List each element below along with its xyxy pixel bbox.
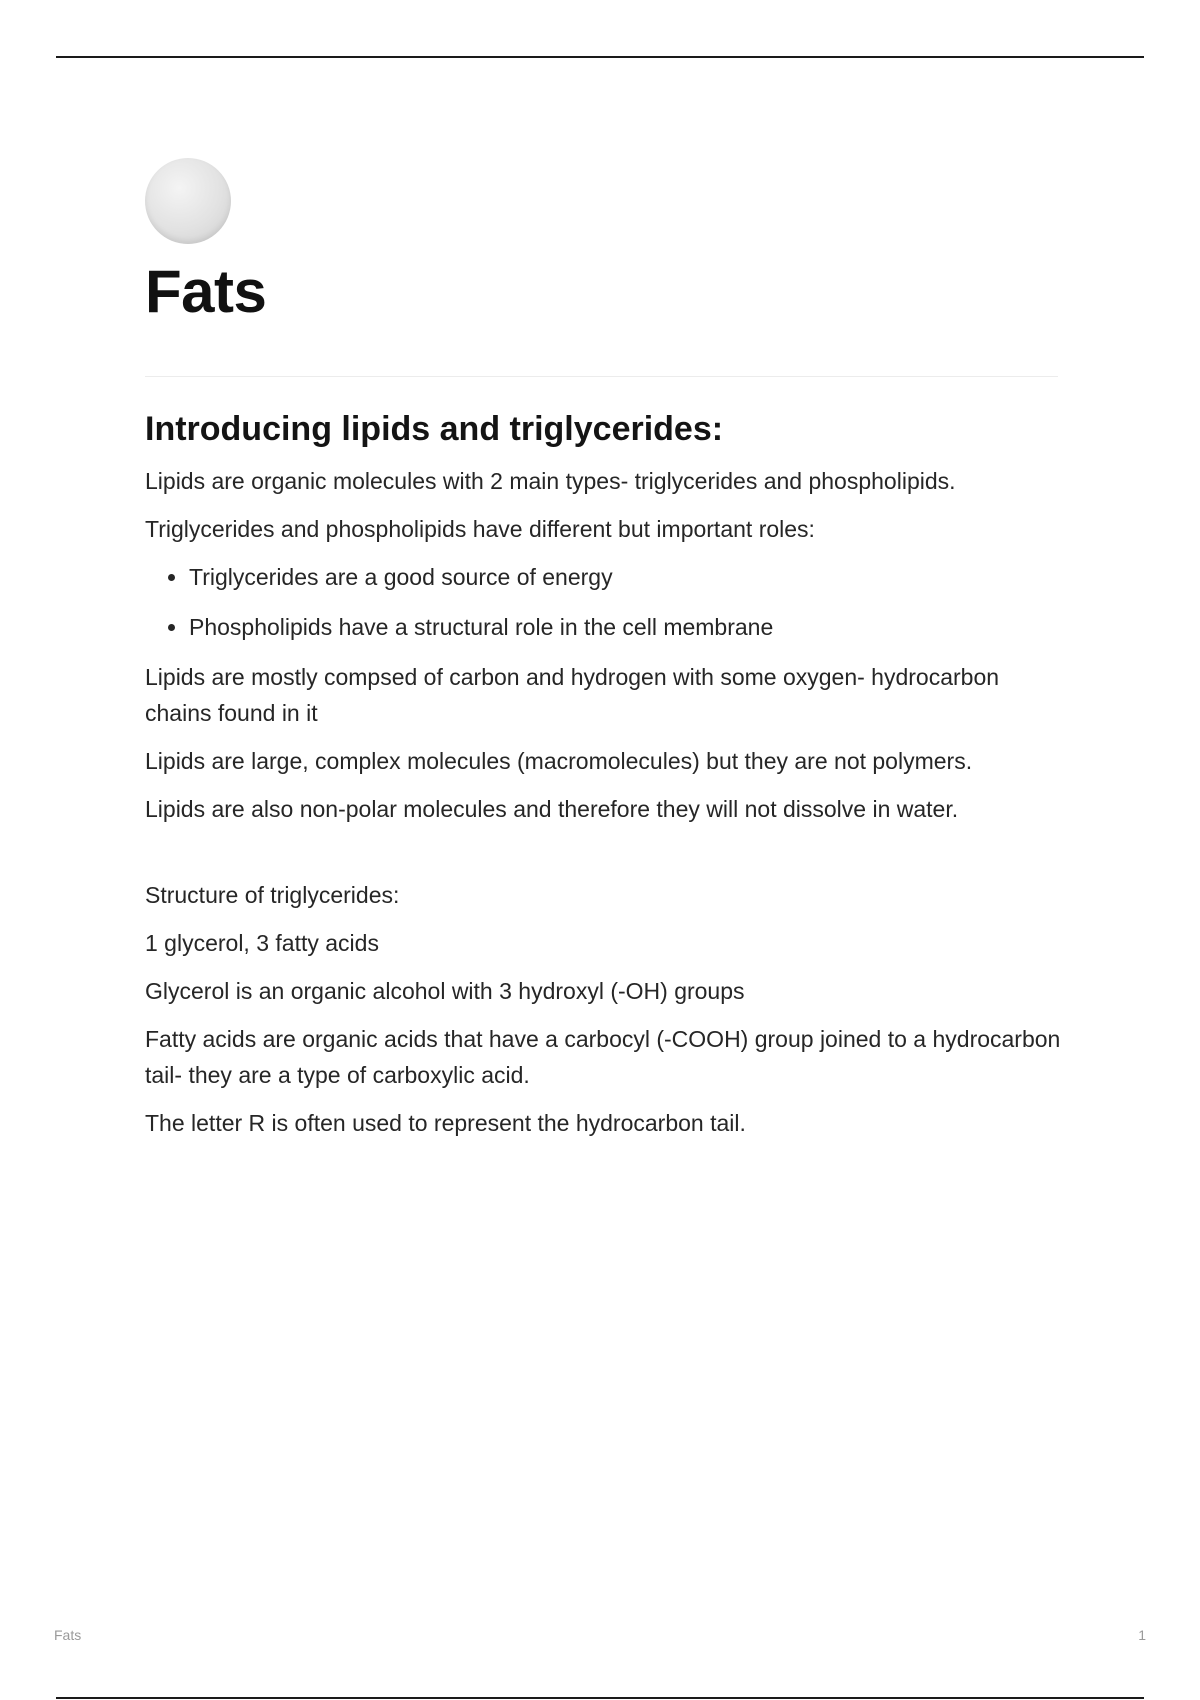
page-icon: [145, 158, 231, 244]
bottom-rule: [56, 1697, 1144, 1699]
paragraph-lipid-types: Lipids are organic molecules with 2 main types- triglycerides and phospholipids.: [145, 468, 956, 494]
paragraph-macromolecules: Lipids are large, complex molecules (macromolecules) but they are not polymers.: [145, 748, 973, 774]
paragraph-r-group: The letter R is often used to represent the hydrocarbon tail.: [145, 1110, 746, 1136]
footer-document-title: Fats: [54, 1627, 82, 1643]
document-body: [145, 158, 1065, 1153]
top-rule: [56, 56, 1144, 58]
section-heading: Introducing lipids and triglycerides:: [145, 410, 724, 448]
paragraph-composition: Lipids are mostly compsed of carbon and hydrogen with some oxygen- hydrocarbon chains found in it: [145, 664, 1000, 726]
list-item: • Triglycerides are a good source of energy: [189, 559, 1065, 595]
paragraph-structure-heading: Structure of triglycerides:: [145, 882, 400, 908]
paragraph-fatty-acids: Fatty acids are organic acids that have a carbocyl (-COOH) group joined to a hydrocarbon tail- they are a type of carboxylic acid.: [145, 1026, 1061, 1088]
paragraph-glycerol-count: 1 glycerol, 3 fatty acids: [145, 930, 379, 956]
title-divider: [145, 376, 1058, 377]
paragraph-glycerol: Glycerol is an organic alcohol with 3 hydroxyl (-OH) groups: [145, 978, 745, 1004]
page-title: Fats: [145, 258, 267, 325]
footer-page-number: 1: [1138, 1627, 1146, 1643]
paragraph-roles: Triglycerides and phospholipids have different but important roles:: [145, 516, 815, 542]
empty-line: [145, 839, 1065, 877]
paragraph-non-polar: Lipids are also non-polar molecules and therefore they will not dissolve in water.: [145, 796, 959, 822]
list-item: • Phospholipids have a structural role in the cell membrane: [189, 609, 1065, 645]
roles-list: [145, 559, 1065, 645]
